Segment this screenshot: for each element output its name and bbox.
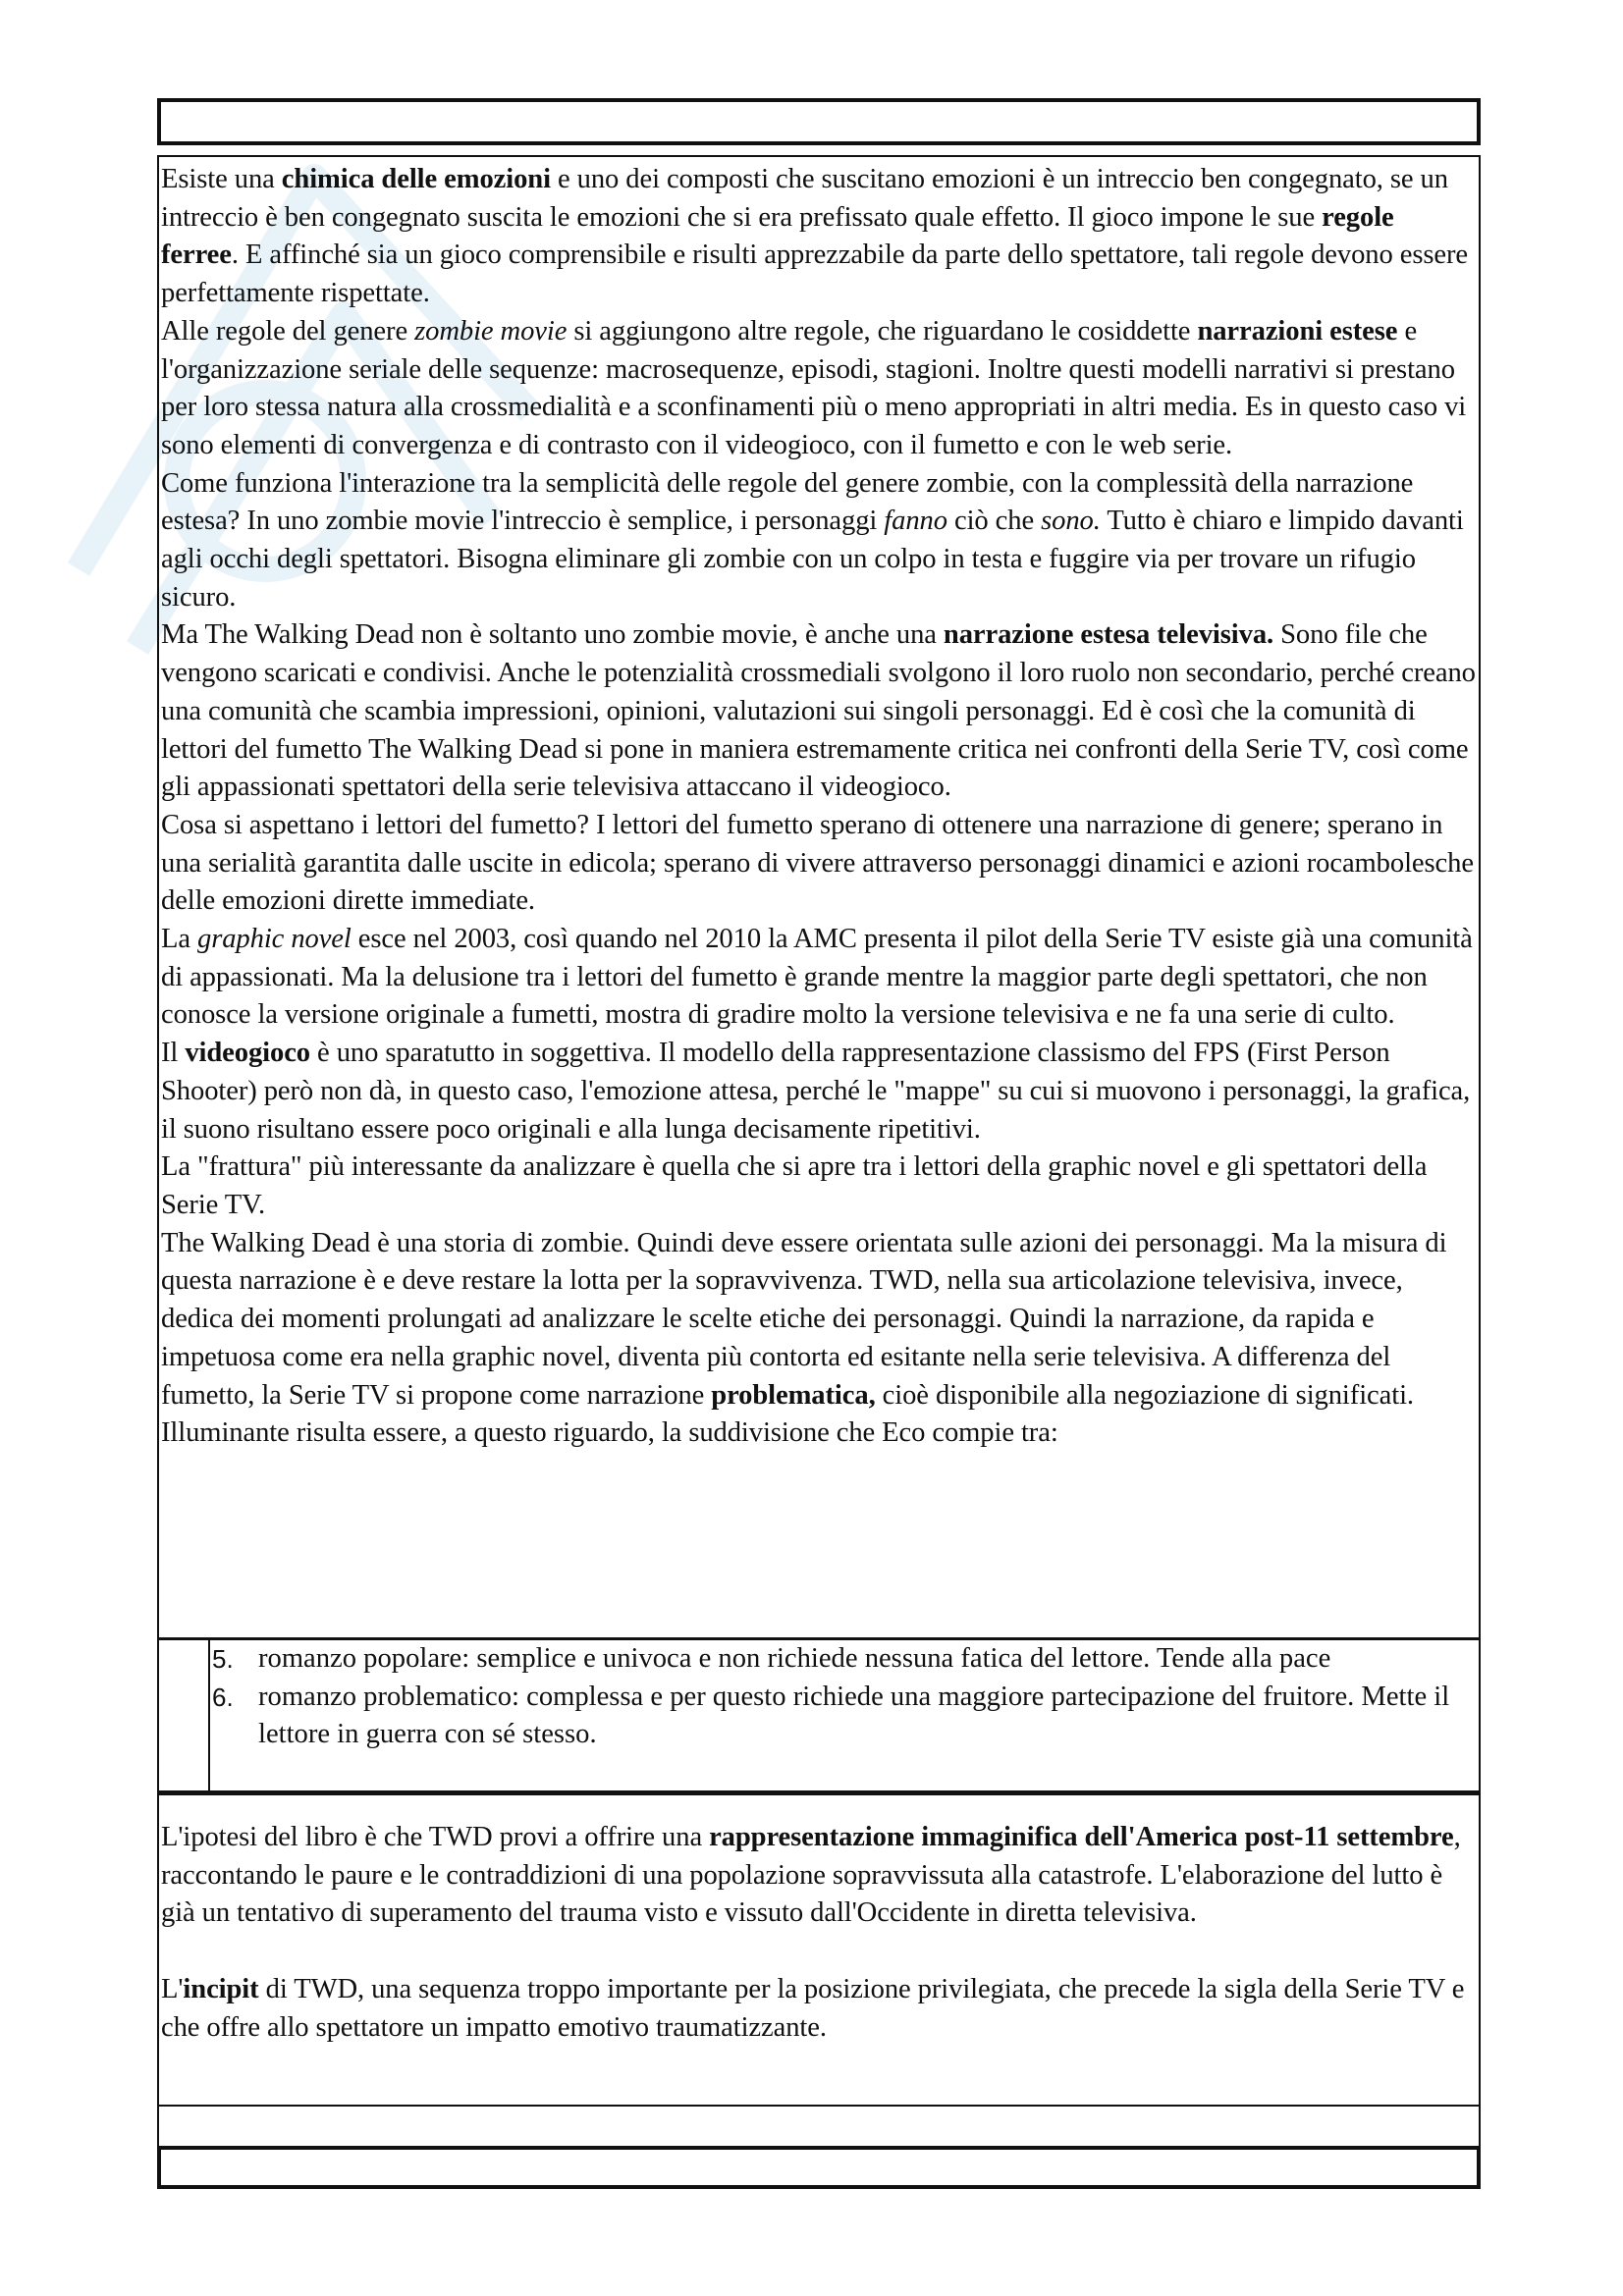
text-run: Il	[161, 1038, 186, 1069]
text-run: cioè disponibile alla negoziazione di significati. Illuminante risulta essere, a questo riguardo, la suddivisione che Eco compie tra:	[161, 1379, 1414, 1449]
text-run: Tutto è chiaro e limpido davanti agli occhi degli spettatori. Bisogna eliminare gli zombie con un colpo in testa e fuggire via per trovare un rifugio sicuro.	[161, 506, 1464, 613]
list-number: 5.	[212, 1644, 234, 1674]
text-run: graphic novel	[197, 924, 352, 955]
text-run: Ma The Walking Dead non è soltanto uno zombie movie, è anche una	[161, 619, 944, 651]
paragraph-text	[161, 1974, 1464, 2043]
footer-bar	[157, 2146, 1481, 2189]
paragraph	[161, 161, 1477, 313]
text-run: . E affinché sia un gioco comprensibile e risulti apprezzabile da parte dello spettatore, tali regole devono essere perfettamente rispettate.	[161, 240, 1468, 309]
body-text-block	[157, 155, 1481, 1639]
paragraph-text	[161, 619, 1476, 802]
paragraph	[161, 465, 1477, 617]
paragraph-text	[161, 316, 1466, 460]
text-run: e l'organizzazione seriale delle sequenze: macrosequenze, episodi, stagioni. Inoltre questi modelli narrativi si prestano per loro stessa natura alla crossmedialità e a sconfinamenti più o meno appropriati in altri media. Es in questo caso vi sono elementi di convergenza e di contrasto con il videogioco, con il fumetto e con le web serie.	[161, 315, 1467, 460]
text-run: rappresentazione immaginifica dell'America post-11 settembre	[709, 1822, 1454, 1852]
list-item-text: romanzo popolare: semplice e univoca e non richiede nessuna fatica del lettore. Tende alla pace	[258, 1643, 1331, 1674]
text-run: , raccontando le paure e le contraddizioni di una popolazione sopravvissuta alla catastrofe. L'elaborazione del lutto è già un tentativo di superamento del trauma visto e vissuto dall'Occidente in diretta televisiva.	[161, 1822, 1461, 1929]
text-run: problematica,	[711, 1379, 876, 1411]
text-run: Come funziona l'interazione tra la semplicità delle regole del genere zombie, con la complessità della narrazione estesa? In uno zombie movie l'intreccio è semplice, i personaggi	[161, 467, 1414, 537]
paragraph	[161, 1225, 1477, 1453]
text-run: regole ferree	[161, 201, 1394, 271]
text-run: esce nel 2003, così quando nel 2010 la AMC presenta il pilot della Serie TV esiste già una comunità di appassionati. Ma la delusione tra i lettori del fumetto è grande mentre la maggior parte degli spettatori, che non conosce la versione originale a fumetti, mostra di gradire molto la versione televisiva e ne fa una serie di culto.	[161, 924, 1473, 1031]
text-run: si aggiungono altre regole, che riguardano le cosiddette	[567, 315, 1198, 347]
paragraph-text	[161, 1151, 1427, 1220]
text-run: La "frattura" più interessante da analizzare è quella che si apre tra i lettori della graphic novel e gli spettatori della Serie TV.	[161, 1151, 1428, 1220]
text-run: Esiste una	[161, 164, 282, 194]
text-run: Cosa si aspettano i lettori del fumetto? I lettori del fumetto sperano di ottenere una narrazione di genere; sperano in una serialità garantita dalle uscite in edicola; sperano di vivere attraverso personaggi dinamici e azioni rocambolesche delle emozioni dirette immediate.	[161, 809, 1474, 917]
paragraph-text	[161, 810, 1474, 916]
paragraph-text	[161, 1038, 1470, 1144]
paragraph	[161, 1148, 1477, 1224]
empty-row	[157, 2105, 1481, 2148]
document-page	[157, 98, 1481, 2160]
paragraph	[161, 921, 1477, 1035]
paragraph-text	[161, 468, 1464, 613]
text-run: La	[161, 924, 198, 955]
paragraph	[161, 1971, 1477, 2047]
text-run: e uno dei composti che suscitano emozioni è un intreccio ben congegnato, se un intreccio è ben congegnato suscita le emozioni che si era prefissato quale effetto. Il gioco impone le sue	[161, 164, 1448, 233]
list-item	[210, 1679, 1483, 1754]
paragraph	[161, 1819, 1477, 1933]
list-item	[210, 1640, 1483, 1679]
text-run: The Walking Dead è una storia di zombie. Quindi deve essere orientata sulle azioni dei personaggi. Ma la misura di questa narrazione è e deve restare la lotta per la sopravvivenza. TWD, nella sua articolazione televisiva, invece, dedica dei momenti prolungati ad analizzare le scelte etiche dei personaggi. Quindi la narrazione, da rapida e impetuosa come era nella graphic novel, diventa più contorta ed esitante nella serie televisiva. A differenza del fumetto, la Serie TV si propone come narrazione	[161, 1227, 1447, 1411]
text-run: incipit	[183, 1973, 259, 2004]
text-run: di TWD, una sequenza troppo importante per la posizione privilegiata, che precede la sigla della Serie TV e che offre allo spettatore un impatto emotivo traumatizzante.	[161, 1973, 1465, 2043]
paragraph-text	[161, 1822, 1461, 1928]
text-run: è uno sparatutto in soggettiva. Il modello della rappresentazione classismo del FPS (First Person Shooter) però non dà, in questo caso, l'emozione attesa, perché le "mappe" su cui si muovono i personaggi, la grafica, il suono risultano essere poco originali e alla lunga decisamente ripetitivi.	[161, 1038, 1471, 1145]
text-run: L'	[161, 1973, 184, 2004]
paragraph	[161, 616, 1477, 807]
header-bar	[157, 98, 1481, 145]
text-run: zombie movie	[414, 315, 568, 347]
paragraph	[161, 1035, 1477, 1148]
paragraph-text	[161, 164, 1468, 308]
paragraph-text	[161, 924, 1473, 1030]
text-run: narrazione estesa televisiva.	[943, 619, 1274, 651]
text-run: videogioco	[185, 1038, 310, 1069]
text-run: ciò che	[947, 506, 1042, 537]
numbered-list	[157, 1637, 1481, 1792]
lower-text-block	[157, 1792, 1481, 2107]
text-run: sono.	[1041, 506, 1101, 537]
text-run: L'ipotesi del libro è che TWD provi a offrire una	[161, 1822, 710, 1852]
text-run: chimica delle emozioni	[281, 164, 551, 194]
text-run: narrazioni estese	[1197, 315, 1398, 347]
list-number: 6.	[212, 1682, 234, 1712]
list-item-text: romanzo problematico: complessa e per questo richiede una maggiore partecipazione del fruitore. Mette il lettore in guerra con sé stesso.	[258, 1681, 1450, 1750]
paragraph	[161, 313, 1477, 465]
paragraph	[161, 807, 1477, 921]
text-run: Alle regole del genere	[161, 315, 415, 347]
paragraph-text	[161, 1228, 1446, 1449]
text-run: fanno	[884, 506, 947, 537]
text-run: Sono file che vengono scaricati e condivisi. Anche le potenzialità crossmediali svolgono il loro ruolo non secondario, perché creano una comunità che scambia impressioni, opinioni, valutazioni sui singoli personaggi. Ed è così che la comunità di lettori del fumetto The Walking Dead si pone in maniera estremamente critica nei confronti della Serie TV, così come gli appassionati spettatori della serie televisiva attaccano il videogioco.	[161, 619, 1476, 803]
